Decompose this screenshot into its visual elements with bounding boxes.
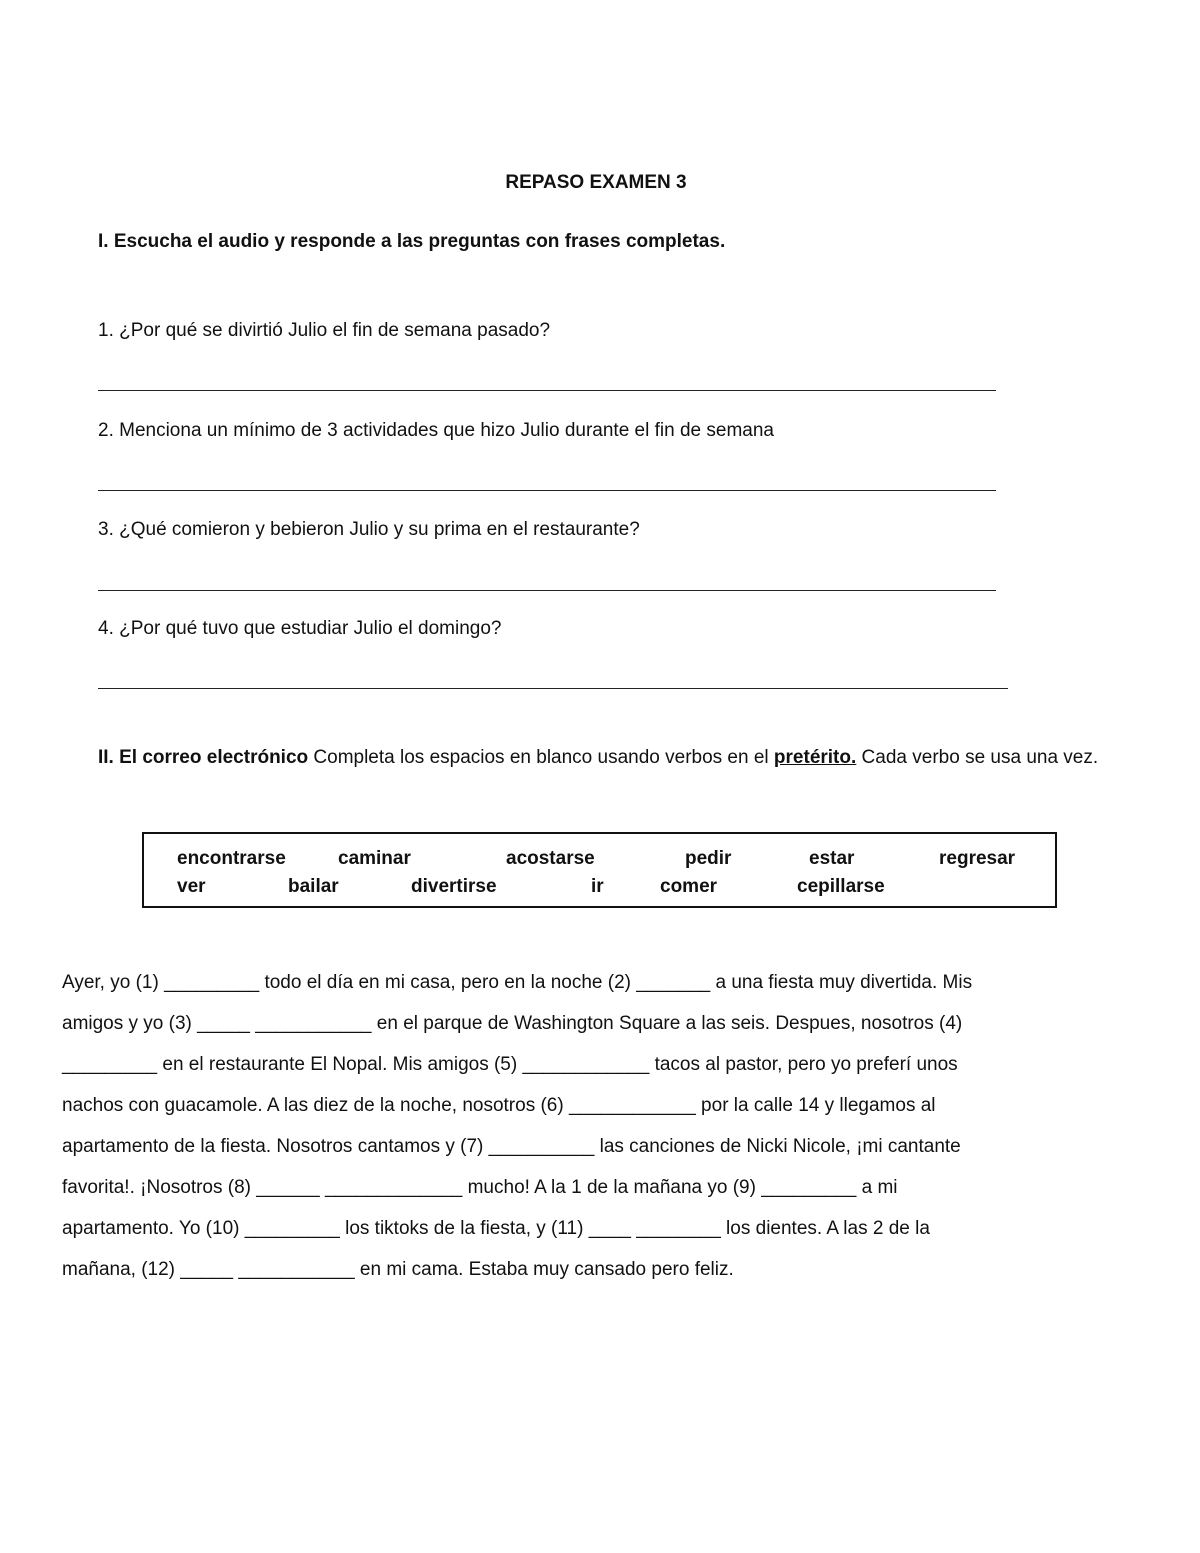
word-bank-item: encontrarse [177,848,286,869]
passage-line: mañana, (12) _____ ___________ en mi cama. Estaba muy cansado pero feliz. [62,1259,734,1280]
word-bank-item: caminar [338,848,411,869]
word-bank-item: cepillarse [797,876,885,897]
word-bank-item: pedir [685,848,732,869]
section-1-heading: I. Escucha el audio y responde a las preguntas con frases completas. [98,231,726,252]
answer-line-2[interactable] [98,490,996,491]
section-2-heading: II. El correo electrónico [98,747,309,768]
answer-line-3[interactable] [98,590,996,591]
answer-line-4[interactable] [98,688,1008,689]
passage-line: Ayer, yo (1) _________ todo el día en mi casa, pero en la noche (2) _______ a una fiesta muy divertida. Mis [62,972,973,993]
word-bank-item: divertirse [411,876,497,897]
answer-line-1[interactable] [98,390,996,391]
passage-line: apartamento. Yo (10) _________ los tiktoks de la fiesta, y (11) ____ ________ los dientes. A las 2 de la [62,1218,930,1239]
question-3: 3. ¿Qué comieron y bebieron Julio y su prima en el restaurante? [98,519,640,540]
question-2: 2. Menciona un mínimo de 3 actividades que hizo Julio durante el fin de semana [98,420,774,441]
section-2-text: Completa los espacios en blanco usando verbos en el [308,747,774,768]
word-bank-item: estar [809,848,855,869]
word-bank-item: acostarse [506,848,595,869]
word-bank-item: bailar [288,876,339,897]
passage-line: apartamento de la fiesta. Nosotros cantamos y (7) __________ las canciones de Nicki Nicole, ¡mi cantante [62,1136,961,1157]
question-1: 1. ¿Por qué se divirtió Julio el fin de semana pasado? [98,320,551,341]
word-bank [142,832,1057,908]
passage-line: nachos con guacamole. A las diez de la noche, nosotros (6) ____________ por la calle 14 y llegamos al [62,1095,936,1116]
passage-line: _________ en el restaurante El Nopal. Mis amigos (5) ____________ tacos al pastor, pero yo preferí unos [62,1054,958,1075]
preterito-emphasis: pretérito. [773,747,857,768]
section-2-instructions [98,742,1108,773]
word-bank-item: ver [177,876,206,897]
word-bank-item: regresar [939,848,1016,869]
email-passage [62,962,1122,1290]
word-bank-item: ir [591,876,604,897]
passage-line: amigos y yo (3) _____ ___________ en el parque de Washington Square a las seis. Despues, nosotros (4) [62,1013,963,1034]
passage-line: favorita!. ¡Nosotros (8) ______ _____________ mucho! A la 1 de la mañana yo (9) _________ a mi [62,1177,898,1198]
section-2-text-end: Cada verbo se usa una vez. [856,747,1099,768]
question-4: 4. ¿Por qué tuvo que estudiar Julio el domingo? [98,618,502,639]
word-bank-item: comer [660,876,718,897]
page-title: REPASO EXAMEN 3 [505,172,687,193]
